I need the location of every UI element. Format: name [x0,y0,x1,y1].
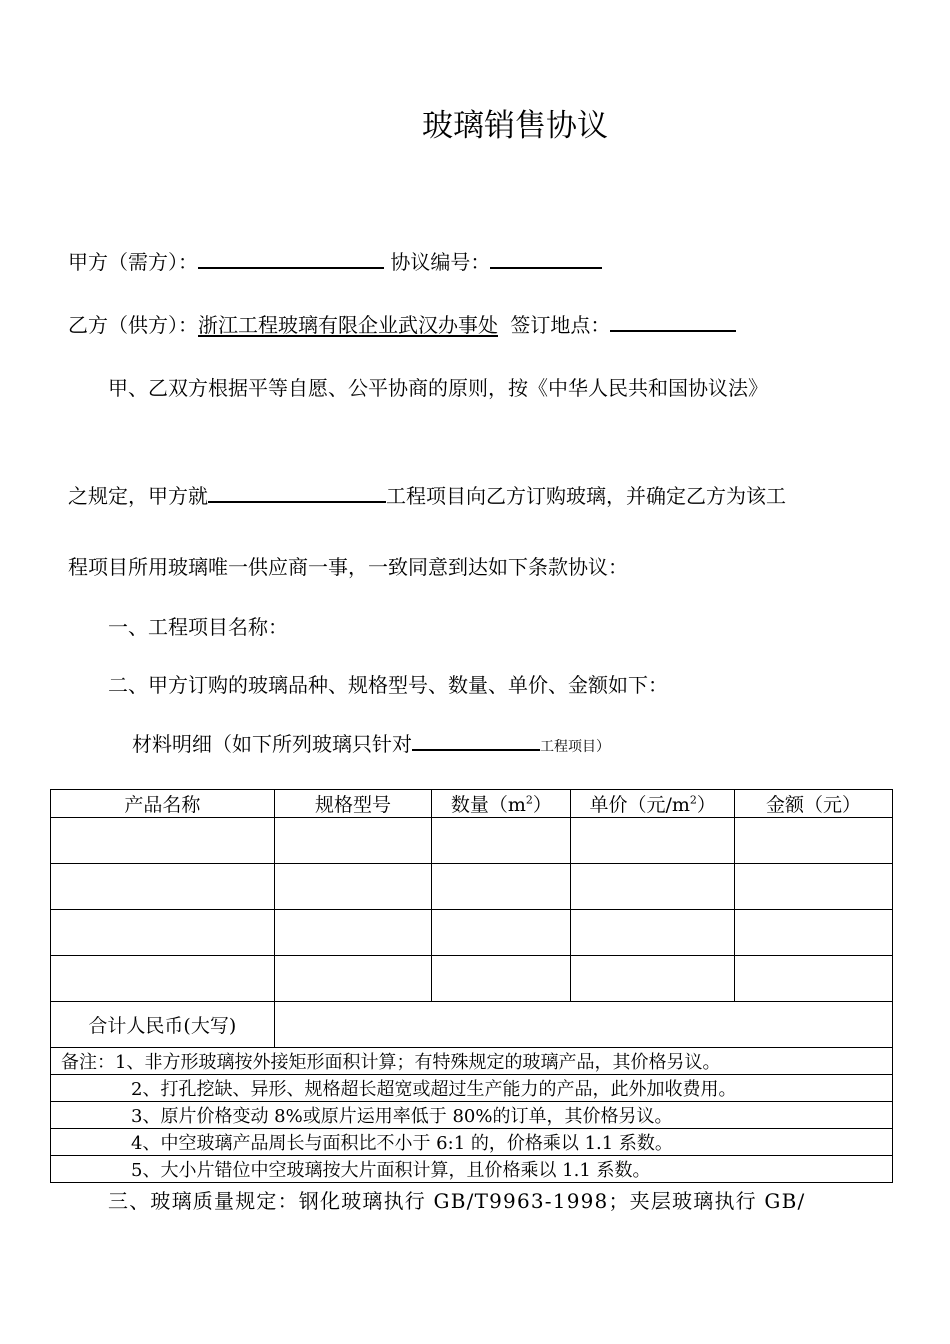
intro-line-2-start: 之规定，甲方就 [68,484,208,508]
section-2: 二、甲方订购的玻璃品种、规格型号、数量、单价、金额如下： [108,673,668,697]
note-1: 备注：1、非方形玻璃按外接矩形面积计算；有特殊规定的玻璃产品，其价格另议。 [51,1048,893,1075]
header-unit-price: 单价（元$/m^2$） [571,790,735,818]
party-a-line [68,246,602,275]
intro-line-3: 程项目所用玻璃唯一供应商一事，一致同意到达如下条款协议： [68,555,628,579]
materials-line [132,728,610,757]
intro-line-2-end: 工程项目向乙方订购玻璃，并确定乙方为该工 [386,484,786,508]
party-a-label: 甲方（需方）： [68,250,198,274]
materials-suffix: 工程项目） [540,739,610,755]
materials-prefix: 材料明细（如下所列玻璃只针对 [132,732,412,756]
materials-project-blank[interactable] [412,748,540,751]
header-amount: 金额（元） [735,790,893,818]
total-row [51,1002,893,1048]
table-row [51,956,893,1002]
header-spec: 规格型号 [274,790,432,818]
party-b-label: 乙方（供方）： [68,313,198,337]
agreement-number-label: 协议编号： [390,250,491,274]
table-row [51,864,893,910]
note-row [51,1102,893,1129]
intro-line-2 [68,480,786,509]
signing-place-blank[interactable] [610,329,736,332]
header-quantity: 数量$(m^2)$ [432,790,571,818]
total-value[interactable] [274,1002,892,1048]
section-1: 一、工程项目名称： [108,615,288,639]
materials-table [50,789,893,1183]
document-title: 玻璃销售协议 [422,108,608,144]
header-product: 产品名称 [51,790,275,818]
note-3: 3、原片价格变动 8%或原片运用率低于 80%的订单，其价格另议。 [51,1102,893,1129]
table-row [51,818,893,864]
table-header-row [51,790,893,818]
party-b-line [68,309,736,338]
note-4: 4、中空玻璃产品周长与面积比不小于 6:1 的，价格乘以 1.1 系数。 [51,1129,893,1156]
table-row [51,910,893,956]
note-2: 2、打孔挖缺、异形、规格超长超宽或超过生产能力的产品，此外加收费用。 [51,1075,893,1102]
note-row [51,1129,893,1156]
intro-line-1: 甲、乙双方根据平等自愿、公平协商的原则，按《中华人民共和国协议法》 [108,376,768,400]
party-b-name: 浙江工程玻璃有限企业武汉办事处 [198,313,498,337]
note-row [51,1075,893,1102]
signing-place-label: 签订地点： [510,313,611,337]
note-5: 5、大小片错位中空玻璃按大片面积计算，且价格乘以 1.1 系数。 [51,1156,893,1183]
project-blank[interactable] [208,500,386,503]
total-label: 合计人民币(大写) [51,1002,275,1048]
party-a-blank[interactable] [198,266,384,269]
agreement-number-blank[interactable] [490,266,602,269]
section-3: 三、玻璃质量规定：钢化玻璃执行 GB/T9963-1998；夹层玻璃执行 GB/ [108,1189,806,1213]
note-row [51,1156,893,1183]
note-row [51,1048,893,1075]
